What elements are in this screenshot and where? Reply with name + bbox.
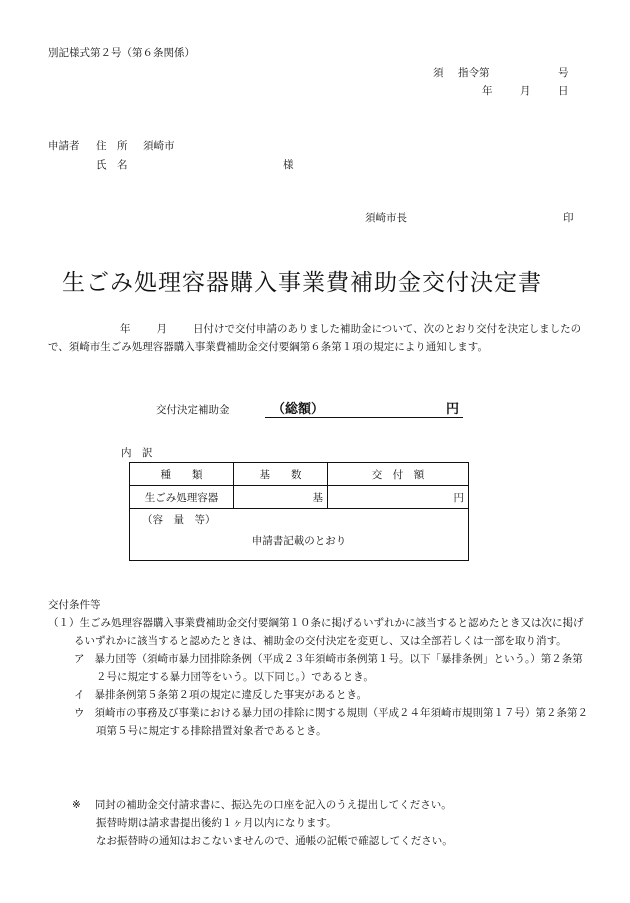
notes-section xyxy=(72,796,453,850)
total-unit: 円 xyxy=(446,402,460,417)
header-count: 基 数 xyxy=(234,463,328,486)
doc-number-label: 指令第 xyxy=(458,67,490,79)
conditions-heading: 交付条件等 xyxy=(48,599,101,611)
condition-item-u xyxy=(48,704,588,740)
row-amount-unit: 円 xyxy=(328,486,469,509)
item-i-marker: イ xyxy=(74,689,85,701)
item-1-text: 生ごみ処理容器購入事業費補助金交付要綱第１０条に掲げるいずれかに該当すると認めたとき又は次に掲げるいずれかに該当すると認めたときは、補助金の交付決定を変更し、又は全部若しくは一部を取り消す。 xyxy=(74,617,584,647)
breakdown-table xyxy=(129,462,469,561)
item-a-marker: ア xyxy=(74,653,85,665)
form-reference: 別記様式第２号（第６条関係） xyxy=(48,47,195,59)
item-i-text: 暴排条例第５条第２項の規定に違反した事実があるとき。 xyxy=(94,689,368,701)
name-label: 氏 名 xyxy=(96,159,128,171)
row-count-unit: 基 xyxy=(234,486,328,509)
address-value: 須崎市 xyxy=(143,140,175,152)
note-line-2: 振替時期は請求書提出後約１ヶ月以内になります。 xyxy=(96,817,337,829)
total-amount-label: （総額） xyxy=(272,402,325,417)
table-row xyxy=(130,486,469,509)
applicant-label: 申請者 xyxy=(48,140,80,152)
note-mark: ※ xyxy=(72,799,81,811)
date-day: 日 xyxy=(558,85,569,97)
total-label: 交付決定補助金 xyxy=(156,404,230,416)
lead-paragraph xyxy=(48,320,583,356)
date-year: 年 xyxy=(482,85,493,97)
capacity-value: 申請書記載のとおり xyxy=(251,535,347,547)
date-month: 月 xyxy=(520,85,531,97)
total-underline xyxy=(265,417,463,418)
doc-number-prefix: 須 xyxy=(433,67,444,79)
conditions-section xyxy=(48,596,588,740)
header-amount: 交 付 額 xyxy=(328,463,469,486)
condition-item-i xyxy=(48,686,588,704)
capacity-cell xyxy=(130,509,469,561)
capacity-label: （容 量 等） xyxy=(142,514,216,526)
item-u-text: 須崎市の事務及び事業における暴力団の排除に関する規則（平成２４年須崎市規則第１７号）第２条第２項第５号に規定する排除措置対象者であるとき。 xyxy=(94,707,588,737)
item-a-text: 暴力団等（須崎市暴力団排除条例（平成２３年須崎市条例第１号。以下「暴排条例」という。）第２条第２号に規定する暴力団等をいう。以下同じ。）であるとき。 xyxy=(94,653,583,683)
issuer-name: 須崎市長 xyxy=(365,212,407,224)
lead-text: 日付けで交付申請のありました補助金について、次のとおり交付を決定しましたので、須崎市生ごみ処理容器購入事業費補助金交付要綱第６条第１項の規定により通知します。 xyxy=(48,323,582,353)
row-type: 生ごみ処理容器 xyxy=(130,486,234,509)
honorific: 様 xyxy=(283,159,294,171)
seal-mark: 印 xyxy=(563,212,574,224)
table-header-row xyxy=(130,463,469,486)
breakdown-label: 内 訳 xyxy=(121,447,153,459)
item-u-marker: ウ xyxy=(74,707,85,719)
lead-year: 年 xyxy=(120,323,131,335)
item-1-number: （１） xyxy=(48,617,80,629)
document-title: 生ごみ処理容器購入事業費補助金交付決定書 xyxy=(62,270,542,296)
doc-number-suffix: 号 xyxy=(558,67,569,79)
note-line-1: 同封の補助金交付請求書に、振込先の口座を記入のうえ提出してください。 xyxy=(94,799,452,811)
note-line-3: なお振替時の通知はおこないませんので、通帳の記帳で確認してください。 xyxy=(96,835,453,847)
header-type: 種 類 xyxy=(130,463,234,486)
capacity-row xyxy=(130,509,469,561)
condition-item-a xyxy=(48,650,588,686)
condition-item-1 xyxy=(48,614,588,650)
lead-month: 月 xyxy=(156,323,167,335)
address-label: 住 所 xyxy=(96,140,128,152)
